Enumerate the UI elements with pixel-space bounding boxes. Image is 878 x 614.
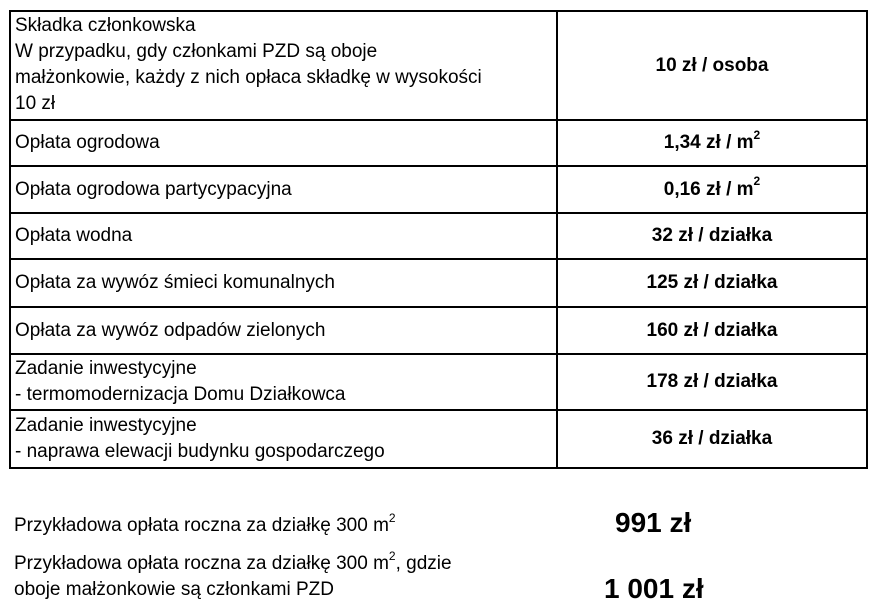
fee-value-garden-participation: 0,16 zł / $m^2$ [557, 166, 867, 213]
fees-table [9, 10, 868, 469]
fee-value-membership: 10 zł / osoba [557, 11, 867, 120]
label-line: Zadanie inwestycyjne [15, 358, 197, 379]
table-row [10, 166, 867, 213]
table-row [10, 307, 867, 354]
summary-text-single: Przykładowa opłata roczna za działkę 300 $m^2$ [14, 510, 396, 536]
summary-value-single: 991 zł [615, 507, 692, 538]
table-row [10, 410, 867, 468]
fee-label-investment-thermo [10, 354, 557, 410]
fee-label-green-waste: Opłata za wywóz odpadów zielonych [10, 307, 557, 354]
fee-label-municipal-waste: Opłata za wywóz śmieci komunalnych [10, 259, 557, 307]
label-line: Składka członkowska [15, 15, 196, 36]
label-line: 10 zł [15, 93, 56, 114]
label-line: małżonkowie, każdy z nich opłaca składkę w wysokości [15, 67, 482, 88]
fee-label-investment-facade [10, 410, 557, 468]
fee-value-water: 32 zł / działka [557, 213, 867, 259]
table-row [10, 259, 867, 307]
fee-value-garden: 1,34 zł / $m^2$ [557, 120, 867, 166]
fee-label-garden: Opłata ogrodowa [10, 120, 557, 166]
fee-value-municipal-waste: 125 zł / działka [557, 259, 867, 307]
summary-text-couple [14, 548, 452, 603]
table-row [10, 11, 867, 120]
fee-label-membership [10, 11, 557, 120]
label-line: - naprawa elewacji budynku gospodarczego [15, 441, 385, 462]
summary-line-2: oboje małżonkowie są członkami PZD [14, 579, 334, 600]
label-line: - termomodernizacja Domu Działkowca [15, 384, 346, 405]
summary-line-1: Przykładowa opłata roczna za działkę 300 $m^2$, gdzie [14, 548, 452, 574]
fee-value-investment-thermo: 178 zł / działka [557, 354, 867, 410]
table-row [10, 354, 867, 410]
fee-value-green-waste: 160 zł / działka [557, 307, 867, 354]
summary-value-couple: 1 001 zł [604, 573, 704, 604]
table-row [10, 120, 867, 166]
fee-label-garden-participation: Opłata ogrodowa partycypacyjna [10, 166, 557, 213]
label-line: Zadanie inwestycyjne [15, 415, 197, 436]
fee-label-water: Opłata wodna [10, 213, 557, 259]
fee-value-investment-facade: 36 zł / działka [557, 410, 867, 468]
table-row [10, 213, 867, 259]
label-line: W przypadku, gdy członkami PZD są oboje [15, 41, 378, 62]
